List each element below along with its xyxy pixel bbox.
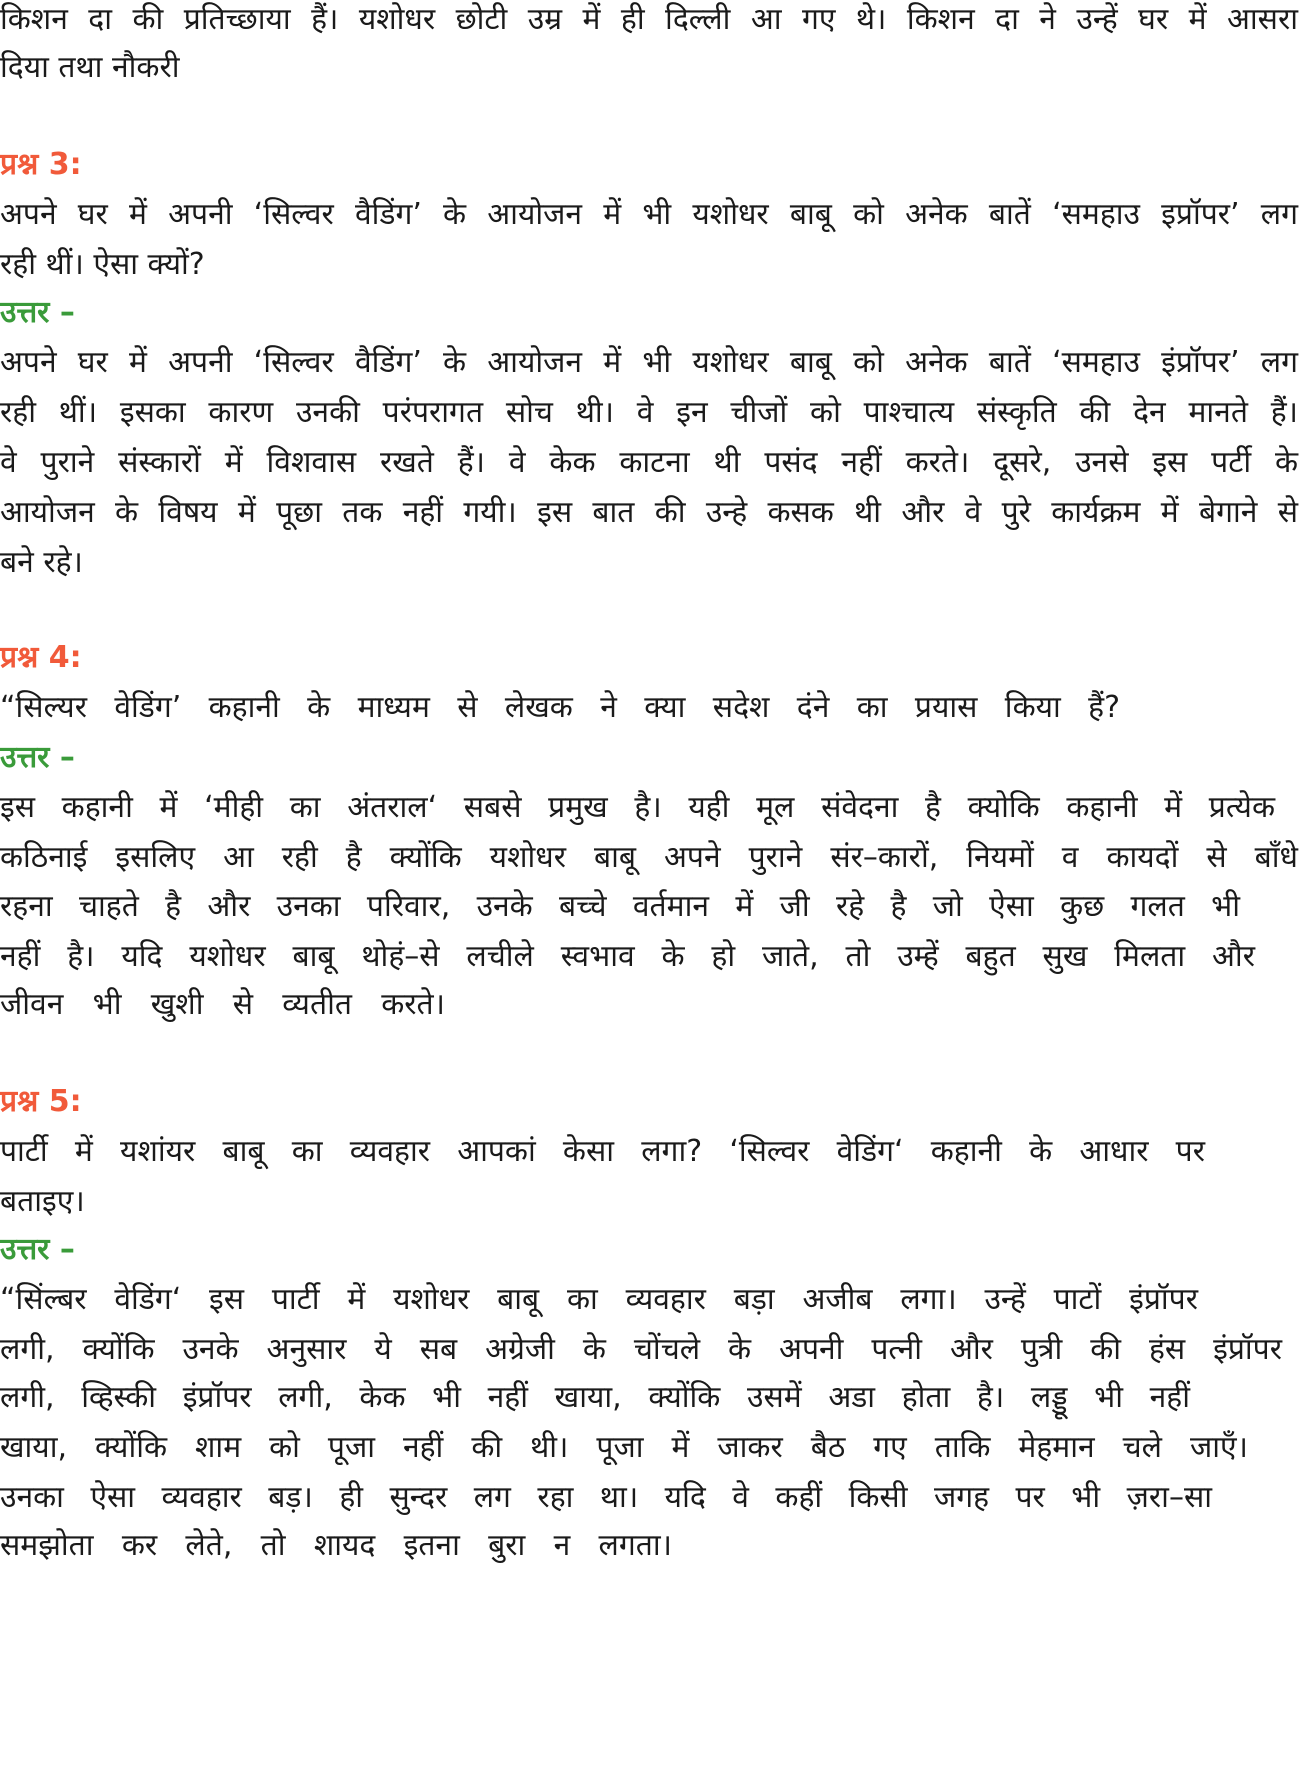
intro-line-1: किशन दा की प्रतिच्छाया हैं। यशोधर छोटी उम्र में ही दिल्ली आ गए थे। किशन दा ने उन्हें घर में आसरा [0, 2, 1298, 37]
answer-5-line-3: लगी, व्हिस्की इंप्रॉपर लगी, केक भी नहीं खाया, क्योंकि उसमें अडा होता है। लड्डू भी नहीं [0, 1380, 1190, 1415]
answer-4-line-5: जीवन भी खुशी से व्यतीत करते। [0, 987, 445, 1022]
question-5-text-line-2: बताइए। [0, 1184, 85, 1219]
answer-4-label: उत्तर – [0, 740, 75, 775]
answer-3-line-1: अपने घर में अपनी ‘सिल्वर वैडिंग’ के आयोजन में भी यशोधर बाबू को अनेक बातें ‘समहाउ इंप्रॉपर’ लग [0, 345, 1298, 380]
answer-3-line-3: वे पुराने संस्कारों में विशवास रखते हैं। वे केक काटना थी पसंद नहीं करते। दूसरे, उनसे इस पर्टी के [0, 445, 1298, 480]
intro-line-2: दिया तथा नौकरी [0, 50, 180, 85]
answer-3-line-2: रही थीं। इसका कारण उनकी परंपरागत सोच थी। वे इन चीजों को पाश्चात्य संस्कृति की देन मानते हैं। [0, 395, 1298, 430]
question-5-label: प्रश्न 5: [0, 1084, 82, 1119]
answer-3-line-4: आयोजन के विषय में पूछा तक नहीं गयी। इस बात की उन्हे कसक थी और वे पुरे कार्यक्रम में बेगाने से [0, 495, 1298, 530]
question-3-text-line-2: रही थीं। ऐसा क्यों? [0, 247, 205, 282]
question-4-label: प्रश्न 4: [0, 640, 82, 675]
answer-5-line-2: लगी, क्योंकि उनके अनुसार ये सब अग्रेजी के चोंचले के अपनी पत्नी और पुत्री की हंस इंप्रॉपर [0, 1332, 1282, 1367]
question-5-text-line-1: पार्टी में यशांयर बाबू का व्यवहार आपकां केसा लगा? ‘सिल्वर वेडिंग‘ कहानी के आधार पर [0, 1134, 1205, 1169]
question-4-text-line-1: “सिल्यर वेडिंग’ कहानी के माध्यम से लेखक ने क्या सदेश दंने का प्रयास किया हैं? [0, 690, 1120, 725]
answer-4-line-3: रहना चाहते है और उनका परिवार, उनके बच्चे वर्तमान में जी रहे है जो ऐसा कुछ गलत भी [0, 889, 1240, 924]
answer-5-line-1: “सिंल्बर वेडिंग‘ इस पार्टी में यशोधर बाबू का व्यवहार बड़ा अजीब लगा। उन्हें पाटों इंप्रॉपर [0, 1282, 1198, 1317]
answer-5-label: उत्तर – [0, 1232, 75, 1267]
answer-5-line-5: उनका ऐसा व्यवहार बड़। ही सुन्दर लग रहा था। यदि वे कहीं किसी जगह पर भी ज़रा–सा [0, 1480, 1212, 1515]
answer-5-line-4: खाया, क्योंकि शाम को पूजा नहीं की थी। पूजा में जाकर बैठ गए ताकि मेहमान चले जाएँ। [0, 1430, 1248, 1465]
question-3-label: प्रश्न 3: [0, 147, 82, 182]
question-3-text-line-1: अपने घर में अपनी ‘सिल्वर वैडिंग’ के आयोजन में भी यशोधर बाबू को अनेक बातें ‘समहाउ इप्रॉपर’ लग [0, 197, 1298, 232]
answer-4-line-1: इस कहानी में ‘मीही का अंतराल‘ सबसे प्रमुख है। यही मूल संवेदना है क्योकि कहानी में प्रत्येक [0, 790, 1275, 825]
answer-5-line-6: समझोता कर लेते, तो शायद इतना बुरा न लगता। [0, 1528, 672, 1563]
answer-3-line-5: बने रहे। [0, 545, 83, 580]
answer-3-label: उत्तर – [0, 295, 75, 330]
answer-4-line-4: नहीं है। यदि यशोधर बाबू थोहं–से लचीले स्वभाव के हो जाते, तो उम्हें बहुत सुख मिलता और [0, 939, 1255, 974]
answer-4-line-2: कठिनाई इसलिए आ रही है क्योंकि यशोधर बाबू अपने पुराने संर–कारों, नियमों व कायदों से बाँधे [0, 840, 1298, 875]
